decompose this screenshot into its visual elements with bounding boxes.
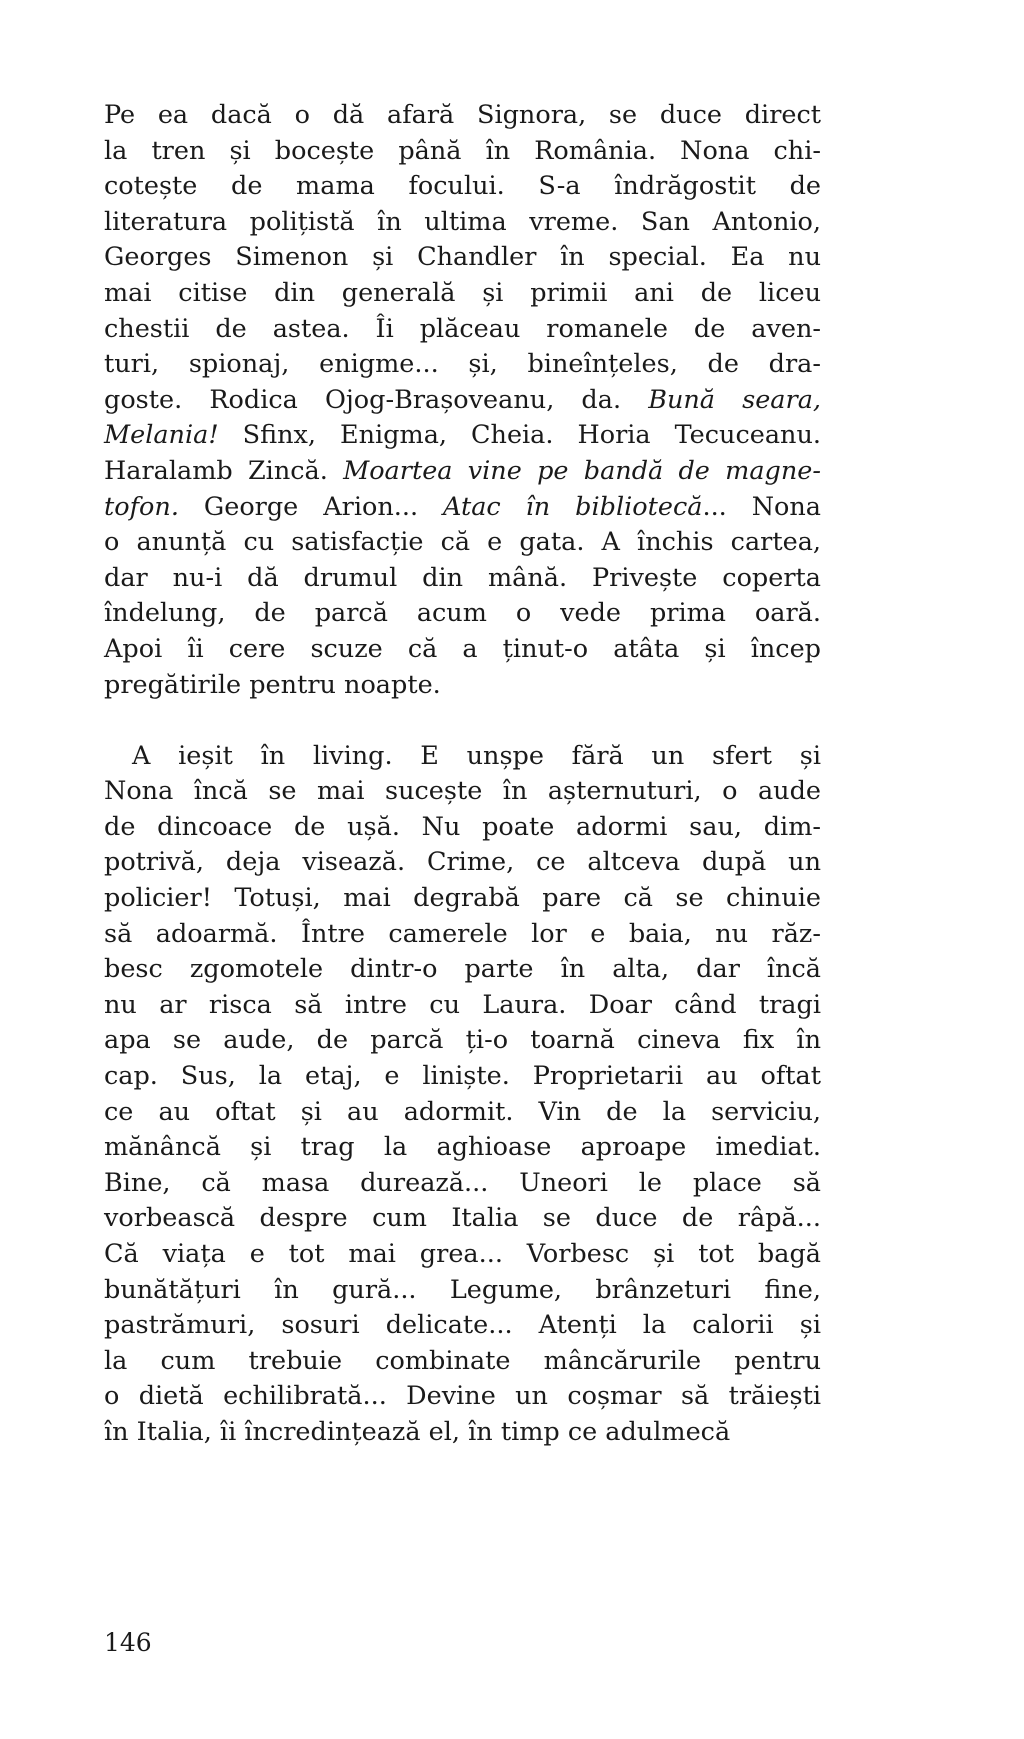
italic-title: Atac în bibliotecă xyxy=(443,491,703,522)
text-line xyxy=(104,561,821,597)
text-line xyxy=(104,240,821,276)
text-segment: Nona încă se mai sucește în așternuturi, o aude xyxy=(104,776,821,807)
text-segment: mănâncă și trag la aghioase aproape imediat. xyxy=(104,1132,821,1163)
text-line xyxy=(104,454,821,490)
text-line xyxy=(104,632,821,668)
text-segment: ce au oftat și au adormit. Vin de la serviciu, xyxy=(104,1096,821,1127)
text-line xyxy=(104,1273,821,1309)
text-segment: Haralamb Zincă. xyxy=(104,455,344,486)
text-line xyxy=(104,988,821,1024)
text-segment: potrivă, deja visează. Crime, ce altceva după un xyxy=(104,847,821,878)
text-line xyxy=(104,205,821,241)
text-line xyxy=(104,668,821,704)
text-segment: goste. Rodica Ojog-Brașoveanu, da. xyxy=(104,384,649,415)
text-segment: dar nu-i dă drumul din mână. Privește coperta xyxy=(104,562,821,593)
italic-title: Melania! xyxy=(104,420,219,451)
text-line xyxy=(104,952,821,988)
text-line xyxy=(104,1059,821,1095)
text-line xyxy=(104,490,821,526)
text-line xyxy=(104,917,821,953)
text-segment: la tren și bocește până în România. Nona chi- xyxy=(104,135,821,166)
text-line xyxy=(104,774,821,810)
text-segment: cotește de mama focului. S-a îndrăgostit de xyxy=(104,171,821,202)
italic-title: Bună seara, xyxy=(648,384,821,415)
text-segment: pregătirile pentru noapte. xyxy=(104,669,441,700)
text-line xyxy=(104,98,821,134)
text-segment: bunătățuri în gură... Legume, brânzeturi fine, xyxy=(104,1274,821,1305)
text-line xyxy=(104,596,821,632)
text-line xyxy=(104,525,821,561)
text-line xyxy=(104,134,821,170)
text-segment: îndelung, de parcă acum o vede prima oară. xyxy=(104,598,821,629)
text-line xyxy=(104,810,821,846)
body-text xyxy=(104,98,821,1451)
text-segment: Că viața e tot mai grea... Vorbesc și tot bagă xyxy=(104,1239,821,1269)
text-line xyxy=(104,739,821,775)
text-segment: Georges Simenon și Chandler în special. Ea nu xyxy=(104,242,821,273)
text-segment: cap. Sus, la etaj, e liniște. Proprietarii au oftat xyxy=(104,1061,821,1092)
text-segment: Pe ea dacă o dă afară Signora, se duce direct xyxy=(104,100,821,130)
text-line xyxy=(104,1237,821,1273)
text-segment: George Arion... xyxy=(178,491,444,522)
page-number: 146 xyxy=(104,1628,152,1657)
text-line xyxy=(104,347,821,383)
text-segment: la cum trebuie combinate mâncărurile pentru xyxy=(104,1345,821,1376)
text-segment: policier! Totuși, mai degrabă pare că se chinuie xyxy=(104,883,821,914)
text-segment: Sfinx, Enigma, Cheia. Horia Tecuceanu. xyxy=(218,420,821,451)
text-segment: în Italia, îi încredințează el, în timp ce adulmecă xyxy=(104,1416,731,1447)
text-segment: de dincoace de ușă. Nu poate adormi sau, dim- xyxy=(104,811,821,842)
text-line xyxy=(104,418,821,454)
text-line xyxy=(104,1095,821,1131)
text-segment: turi, spionaj, enigme... și, bineînțeles, de dra- xyxy=(104,349,821,380)
text-line xyxy=(104,1415,821,1451)
text-segment: o anunță cu satisfacție că e gata. A închis cartea, xyxy=(104,527,821,558)
paragraph xyxy=(104,98,821,703)
text-segment: să adoarmă. Între camerele lor e baia, nu răz- xyxy=(104,918,821,949)
paragraph xyxy=(104,739,821,1451)
italic-title: tofon. xyxy=(104,491,179,522)
text-line xyxy=(104,383,821,419)
text-segment: Apoi îi cere scuze că a ținut-o atâta și încep xyxy=(104,633,821,664)
text-segment: chestii de astea. Îi plăceau romanele de aven- xyxy=(104,313,821,344)
text-line xyxy=(104,1344,821,1380)
text-line xyxy=(104,1130,821,1166)
text-line xyxy=(104,312,821,348)
text-segment: Bine, că masa durează... Uneori le place să xyxy=(104,1167,821,1198)
text-segment: A ieșit în living. E unșpe fără un sfert și xyxy=(132,740,821,771)
text-line xyxy=(104,1166,821,1202)
text-line xyxy=(104,276,821,312)
text-segment: ... Nona xyxy=(702,491,822,522)
text-line xyxy=(104,845,821,881)
text-line xyxy=(104,881,821,917)
text-segment: o dietă echilibrată... Devine un coșmar să trăiești xyxy=(104,1381,821,1412)
text-line xyxy=(104,1379,821,1415)
italic-title: Moartea vine pe bandă de magne- xyxy=(343,455,821,486)
text-segment: pastrămuri, sosuri delicate... Atenți la calorii și xyxy=(104,1310,821,1341)
text-line xyxy=(104,1023,821,1059)
text-line xyxy=(104,1308,821,1344)
text-segment: apa se aude, de parcă ți-o toarnă cineva fix în xyxy=(104,1025,821,1056)
text-segment: nu ar risca să intre cu Laura. Doar când tragi xyxy=(104,989,821,1020)
text-line xyxy=(104,1201,821,1237)
text-segment: vorbească despre cum Italia se duce de râpă... xyxy=(104,1203,821,1234)
paragraph-gap xyxy=(104,703,821,739)
text-segment: mai citise din generală și primii ani de liceu xyxy=(104,277,821,308)
text-segment: literatura polițistă în ultima vreme. San Antonio, xyxy=(104,206,821,237)
text-line xyxy=(104,169,821,205)
text-segment: besc zgomotele dintr-o parte în alta, dar încă xyxy=(104,954,821,985)
